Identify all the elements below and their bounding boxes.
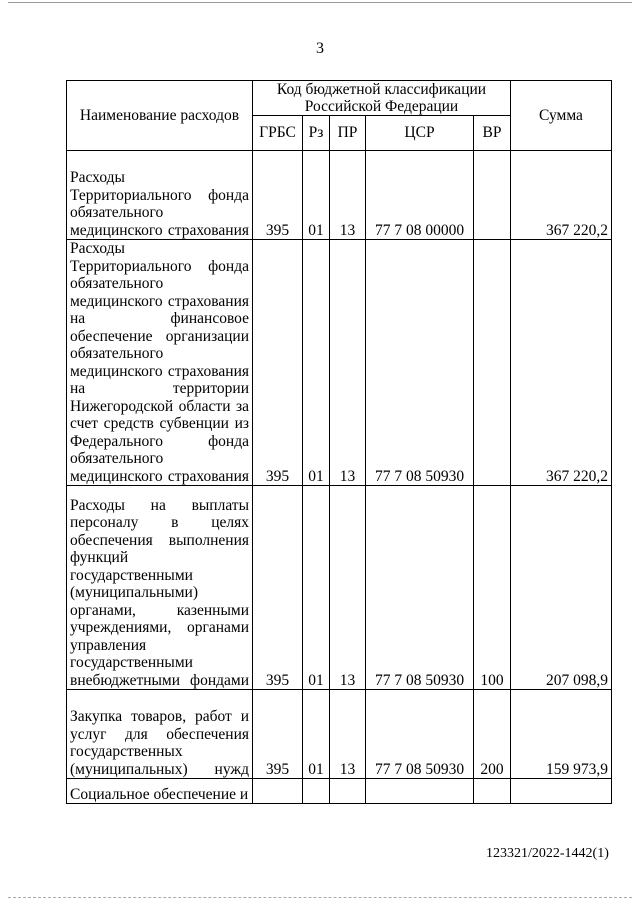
row-csr: 77 7 08 50930 — [366, 690, 474, 779]
row-vr — [474, 151, 511, 240]
header-grbs: ГРБС — [253, 116, 303, 151]
row-grbs: 395 — [253, 690, 303, 779]
row-csr: 77 7 08 50930 — [366, 486, 474, 690]
row-csr — [366, 779, 474, 804]
row-vr — [474, 240, 511, 486]
row-csr: 77 7 08 50930 — [366, 240, 474, 486]
row-pr: 13 — [330, 486, 366, 690]
table-row — [67, 240, 612, 486]
row-rz: 01 — [303, 486, 330, 690]
header-row-top — [67, 81, 612, 116]
row-name: Закупка товаров, работ и услуг для обеспечения государственных (муниципальных) нужд — [67, 690, 253, 779]
row-rz: 01 — [303, 690, 330, 779]
row-grbs — [253, 779, 303, 804]
bottom-border-line — [8, 897, 632, 898]
row-grbs: 395 — [253, 240, 303, 486]
row-vr — [474, 779, 511, 804]
row-name: Социальное обеспечение и — [67, 779, 253, 804]
header-csr: ЦСР — [366, 116, 474, 151]
row-grbs: 395 — [253, 151, 303, 240]
row-sum: 367 220,2 — [511, 151, 612, 240]
row-csr: 77 7 08 00000 — [366, 151, 474, 240]
row-sum: 367 220,2 — [511, 240, 612, 486]
document-code: 123321/2022-1442(1) — [486, 846, 609, 861]
header-pr: ПР — [330, 116, 366, 151]
row-sum: 207 098,9 — [511, 486, 612, 690]
header-sum: Сумма — [511, 81, 612, 151]
row-vr: 200 — [474, 690, 511, 779]
budget-table — [66, 80, 612, 804]
row-sum — [511, 779, 612, 804]
header-name: Наименование расходов — [67, 81, 253, 151]
page-number: 3 — [316, 40, 324, 57]
row-pr — [330, 779, 366, 804]
table-row — [67, 151, 612, 240]
header-code-group: Код бюджетной классификации Российской Федерации — [253, 81, 511, 116]
row-name: Расходы Территориального фонда обязательного медицинского страхования на финансовое обеспечение организации обязательного медицинского страхования на территории Нижегородской области за счет средств субвенции из Федерального фонда обязательного медицинского страхования — [67, 240, 253, 486]
header-rz: Рз — [303, 116, 330, 151]
header-vr: ВР — [474, 116, 511, 151]
row-sum: 159 973,9 — [511, 690, 612, 779]
row-pr: 13 — [330, 690, 366, 779]
row-rz: 01 — [303, 151, 330, 240]
table-row — [67, 779, 612, 804]
row-pr: 13 — [330, 240, 366, 486]
row-rz — [303, 779, 330, 804]
row-name: Расходы Территориального фонда обязательного медицинского страхования — [67, 151, 253, 240]
row-name: Расходы на выплаты персоналу в целях обеспечения выполнения функций государственными (муниципальными) органами, казенными учреждениями, органами управления государственными внебюджетными фондами — [67, 486, 253, 690]
row-vr: 100 — [474, 486, 511, 690]
top-border-line — [8, 2, 632, 3]
row-grbs: 395 — [253, 486, 303, 690]
row-pr: 13 — [330, 151, 366, 240]
row-rz: 01 — [303, 240, 330, 486]
table-row — [67, 690, 612, 779]
table-row — [67, 486, 612, 690]
